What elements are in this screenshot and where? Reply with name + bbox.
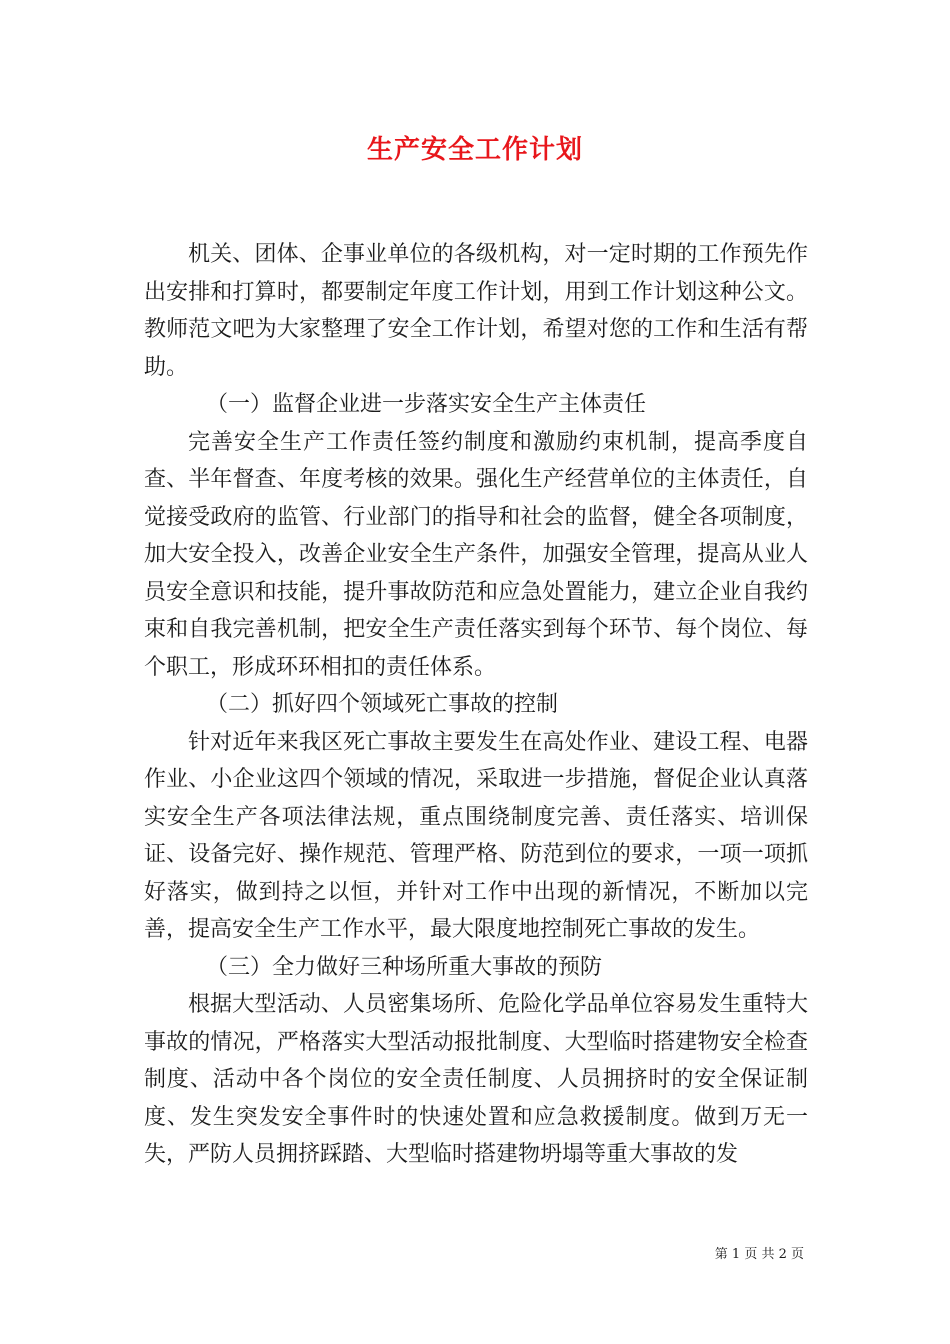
paragraph-section-3: 根据大型活动、人员密集场所、危险化学品单位容易发生重特大事故的情况，严格落实大型活动报批制度、大型临时搭建物安全检查制度、活动中各个岗位的安全责任制度、人员拥挤时的安全保证制度、发生突发安全事件时的快速处置和应急救援制度。做到万无一失，严防人员拥挤踩踏、大型临时搭建物坍塌等重大事故的发 [144, 992, 808, 1167]
section-heading-2: （二）抓好四个领域死亡事故的控制 [206, 692, 559, 717]
paragraph-intro: 机关、团体、企事业单位的各级机构，对一定时期的工作预先作出安排和打算时，都要制定年度工作计划，用到工作计划这种公文。教师范文吧为大家整理了安全工作计划，希望对您的工作和生活有帮助。 [144, 242, 808, 380]
paragraph-section-1: 完善安全生产工作责任签约制度和激励约束机制，提高季度自查、半年督查、年度考核的效果。强化生产经营单位的主体责任，自觉接受政府的监管、行业部门的指导和社会的监督，健全各项制度，加大安全投入，改善企业安全生产条件，加强安全管理，提高从业人员安全意识和技能，提升事故防范和应急处置能力，建立企业自我约束和自我完善机制，把安全生产责任落实到每个环节、每个岗位、每个职工，形成环环相扣的责任体系。 [144, 429, 808, 680]
page-number: 第 1 页 共 2 页 [714, 1247, 804, 1262]
paragraph-section-2: 针对近年来我区死亡事故主要发生在高处作业、建设工程、电器作业、小企业这四个领域的情况，采取进一步措施，督促企业认真落实安全生产各项法律法规，重点围绕制度完善、责任落实、培训保证、设备完好、操作规范、管理严格、防范到位的要求，一项一项抓好落实，做到持之以恒，并针对工作中出现的新情况，不断加以完善，提高安全生产工作水平，最大限度地控制死亡事故的发生。 [144, 729, 808, 942]
section-heading-1: （一）监督企业进一步落实安全生产主体责任 [206, 392, 647, 417]
section-heading-3: （三）全力做好三种场所重大事故的预防 [206, 954, 603, 980]
document-body [144, 236, 808, 1174]
document-title: 生产安全工作计划 [366, 135, 583, 165]
